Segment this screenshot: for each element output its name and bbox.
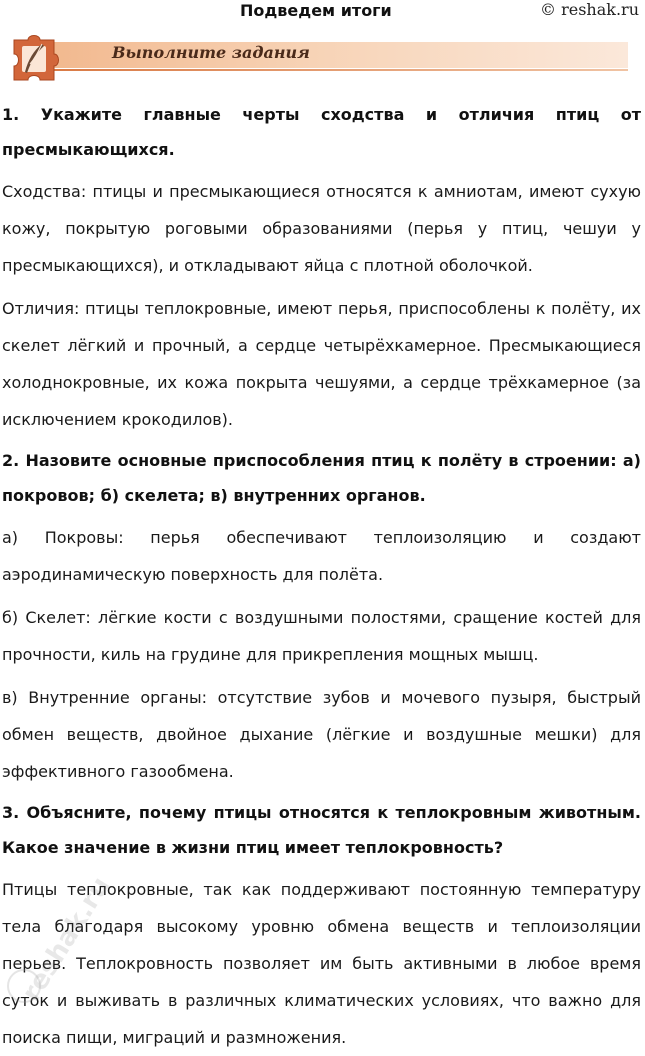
task-1-answer-similarities: Сходства: птицы и пресмыкающиеся относятся к амниотам, имеют сухую кожу, покрытую роговыми образованиями (перья у птиц, чешуи у пресмыкающихся), и откладывают яйца с плотной оболочкой. [2, 182, 641, 275]
copyright-link[interactable]: © reshak.ru [540, 0, 639, 19]
task-3-answer: Птицы теплокровные, так как поддерживают постоянную температуру тела благодаря высокому уровню обмена веществ и теплоизоляции перьев. Теплокровность позволяет им быть активными в любое время суток и выживать в различных климатических условиях, что важно для поиска пищи, миграций и размножения. [2, 880, 641, 1047]
chapter-title: Подведем итоги [240, 1, 392, 20]
puzzle-feather-icon [8, 30, 64, 86]
task-2-answer-skeleton: б) Скелет: лёгкие кости с воздушными полостями, сращение костей для прочности, киль на грудине для прикрепления мощных мышц. [2, 608, 641, 664]
document-body [0, 97, 645, 1056]
task-1-question: 1. Укажите главные черты сходства и отличия птиц от пресмыкающихся. [2, 105, 641, 159]
task-3-question: 3. Объясните, почему птицы относятся к теплокровным животным. Какое значение в жизни птиц имеет теплокровность? [2, 803, 641, 857]
task-1-answer-differences: Отличия: птицы теплокровные, имеют перья, приспособлены к полёту, их скелет лёгкий и прочный, а сердце четырёхкамерное. Пресмыкающиеся холоднокровные, их кожа покрыта чешуями, а сердце трёхкамерное (за исключением крокодилов). [2, 299, 641, 429]
task-2-answer-organs: в) Внутренние органы: отсутствие зубов и мочевого пузыря, быстрый обмен веществ, двойное дыхание (лёгкие и воздушные мешки) для эффективного газообмена. [2, 688, 641, 781]
page-header [0, 0, 645, 26]
banner-label: Выполните задания [112, 43, 310, 62]
task-2-answer-covers: а) Покровы: перья обеспечивают теплоизоляцию и создают аэродинамическую поверхность для полёта. [2, 528, 641, 584]
tasks-banner [8, 24, 628, 88]
task-2-question: 2. Назовите основные приспособления птиц к полёту в строении: а) покровов; б) скелета; в) внутренних органов. [2, 451, 641, 505]
watermark-text: reshak.ru [16, 871, 117, 1007]
